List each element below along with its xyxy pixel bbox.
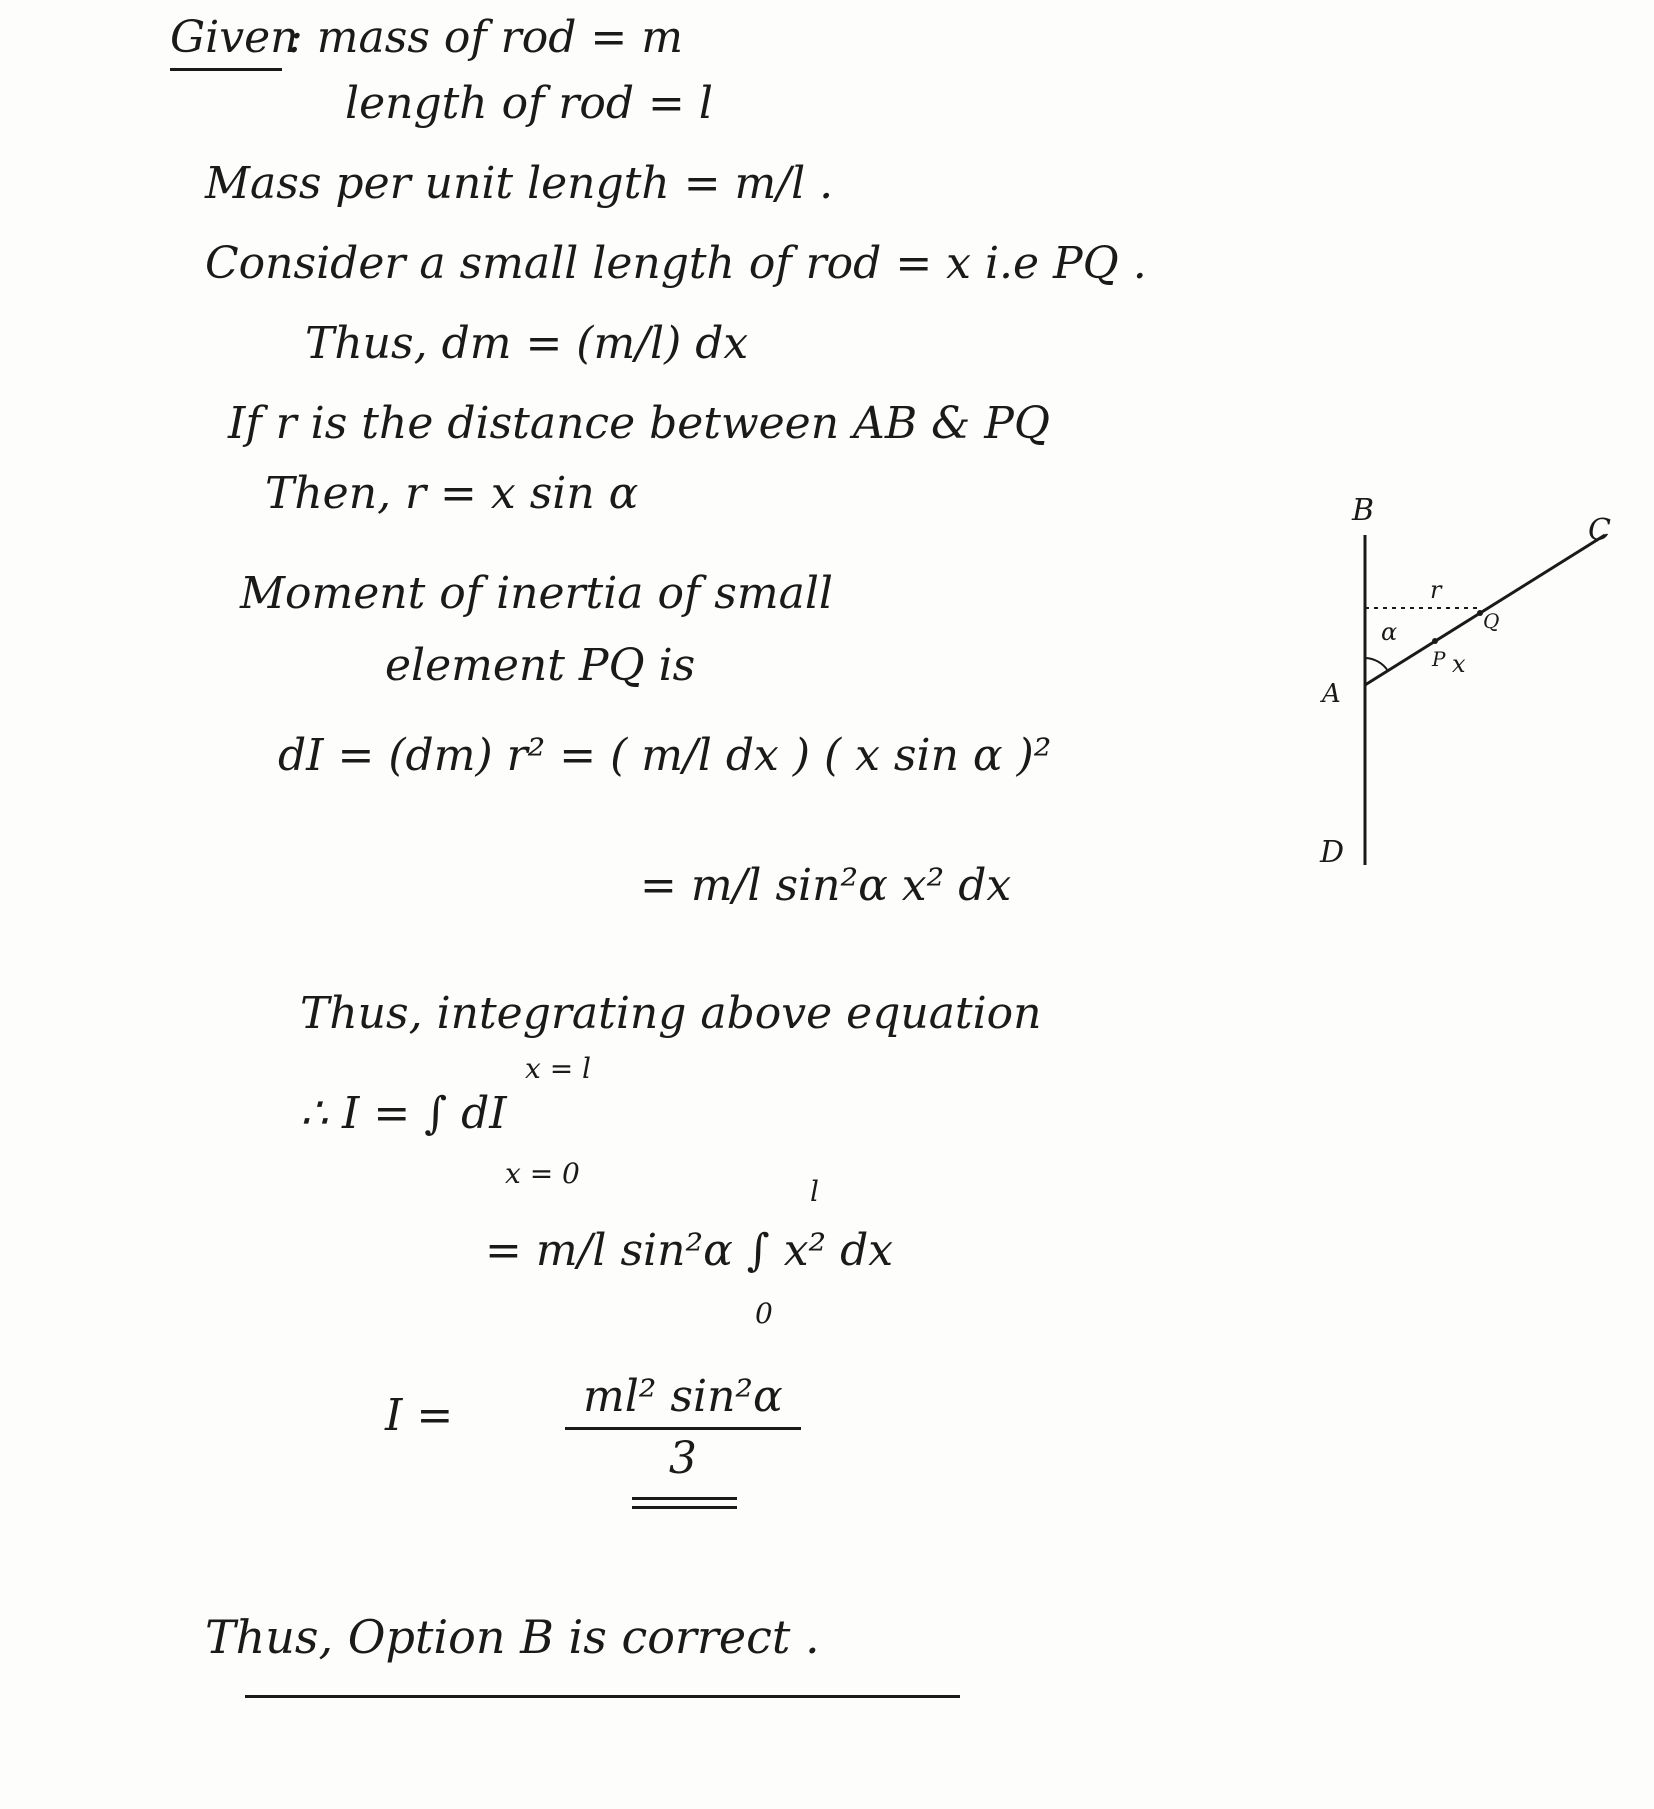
result-double-underline-1 [632, 1497, 737, 1500]
dm-expression: Thus, dm = (m/l) dx [305, 318, 749, 369]
integral-1-upper-limit: x = l [525, 1052, 592, 1085]
integral-1: ∴ I = ∫ dI [300, 1088, 507, 1139]
given-mass: : mass of rod = m [288, 12, 683, 63]
label-P: P [1432, 647, 1446, 671]
consider-element: Consider a small length of rod = x i.e PQ . [205, 238, 1147, 289]
result-denominator: 3 [668, 1432, 697, 1484]
moment-line-1: Moment of inertia of small [240, 568, 833, 619]
result-fraction [565, 1372, 801, 1484]
result-numerator: ml² sin²α [565, 1372, 801, 1430]
label-A: A [1322, 679, 1341, 709]
integral-2-upper-limit: l [810, 1175, 819, 1208]
label-alpha: α [1381, 618, 1398, 646]
result-double-underline-2 [632, 1506, 737, 1509]
moment-line-2: element PQ is [385, 640, 696, 691]
result-lhs: I = [385, 1390, 454, 1441]
label-D: D [1320, 835, 1345, 870]
then-r-expression: Then, r = x sin α [265, 468, 639, 519]
point-P [1432, 638, 1438, 644]
if-r-distance: If r is the distance between AB & PQ [228, 398, 1050, 449]
label-r: r [1430, 576, 1442, 604]
conclusion-text: Thus, Option B is correct . [205, 1610, 820, 1664]
given-length: length of rod = l [345, 78, 713, 129]
label-C: C [1588, 513, 1611, 548]
integral-2: = m/l sin²α ∫ x² dx [485, 1225, 894, 1276]
label-Q: Q [1483, 609, 1500, 633]
dI-equation: dI = (dm) r² = ( m/l dx ) ( x sin α )² [278, 730, 1052, 781]
dI-simplified: = m/l sin²α x² dx [640, 860, 1012, 911]
label-B: B [1352, 493, 1375, 528]
integral-2-lower-limit: 0 [755, 1297, 773, 1330]
conclusion-underline [245, 1695, 960, 1698]
rod-diagram [1280, 490, 1620, 890]
angle-alpha-arc [1365, 658, 1388, 671]
given-heading-underline [170, 68, 282, 71]
integral-1-lower-limit: x = 0 [505, 1157, 580, 1190]
mass-per-length: Mass per unit length = m/l . [205, 158, 834, 209]
label-x: x [1452, 650, 1466, 678]
integrating-text: Thus, integrating above equation [300, 988, 1042, 1039]
given-heading: Given [170, 12, 299, 63]
